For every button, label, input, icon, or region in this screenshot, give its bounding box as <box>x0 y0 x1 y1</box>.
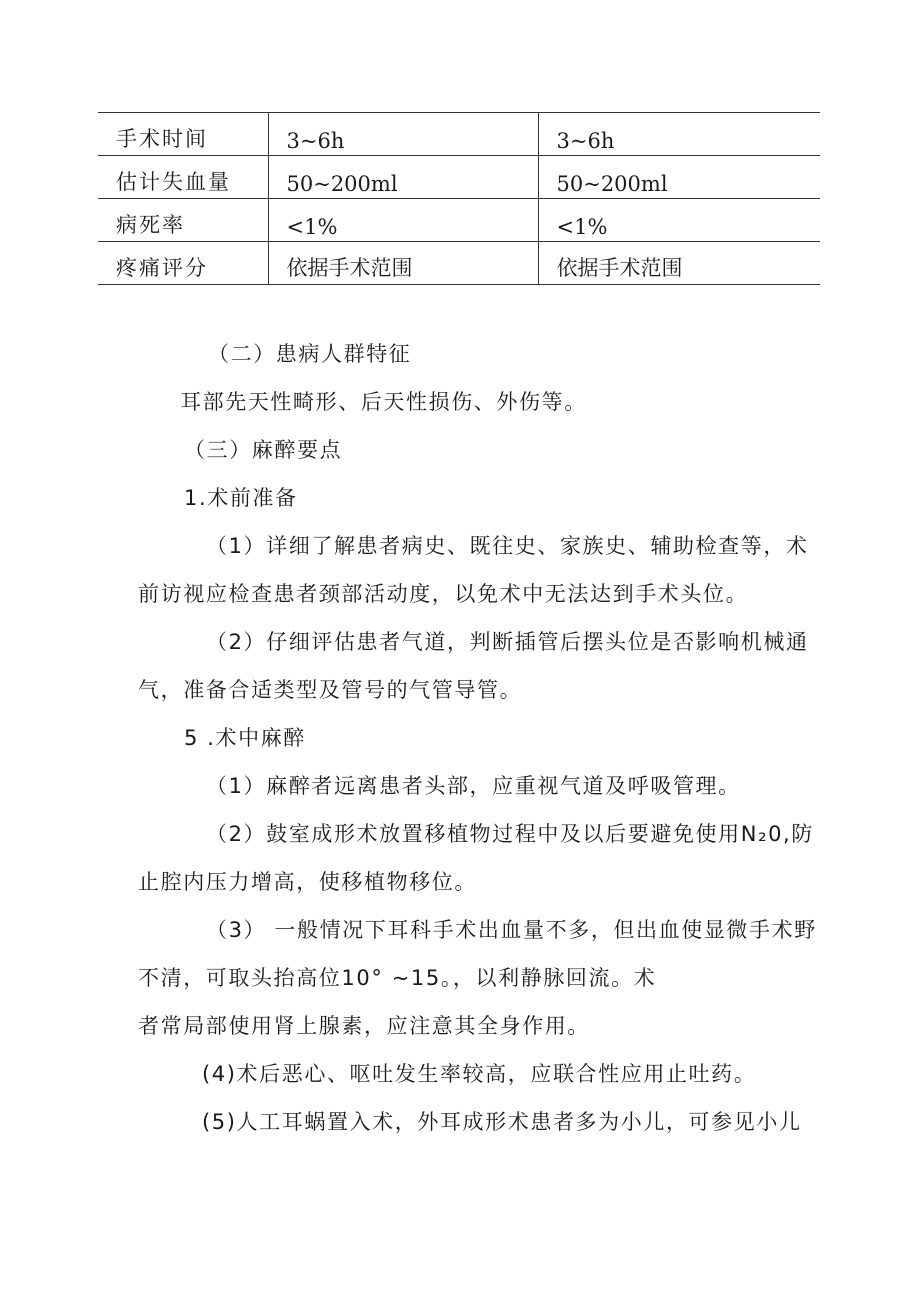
paragraph: (4)术后恶心、呕吐发生率较高，应联合性应用止吐药。 <box>202 1062 757 1086</box>
table-cell: 估计失血量 <box>98 156 268 199</box>
paragraph: 前访视应检查患者颈部活动度，以免术中无法达到手术头位。 <box>138 582 749 606</box>
paragraph: （1）麻醉者远离患者头部，应重视气道及呼吸管理。 <box>206 774 741 798</box>
table-cell: 病死率 <box>98 199 268 242</box>
table-row <box>98 156 820 199</box>
paragraph: 气，准备合适类型及管号的气管导管。 <box>138 678 523 702</box>
paragraph: （2）鼓室成形术放置移植物过程中及以后要避免使用N₂0,防 <box>206 822 814 846</box>
paragraph: 者常局部使用肾上腺素，应注意其全身作用。 <box>138 1014 590 1038</box>
table-cell: 3~6h <box>268 113 538 156</box>
surgery-info-table <box>98 112 820 285</box>
table-cell: 依据手术范围 <box>538 242 820 285</box>
paragraph: （1）详细了解患者病史、既往史、家族史、辅助检查等，术 <box>206 534 809 558</box>
table-cell: 50~200ml <box>268 156 538 199</box>
paragraph: （2）仔细评估患者气道，判断插管后摆头位是否影响机械通 <box>206 630 809 654</box>
table-row <box>98 242 820 285</box>
table-cell: 手术时间 <box>98 113 268 156</box>
subheading-preop: 1.术前准备 <box>184 486 298 510</box>
table-cell: 疼痛评分 <box>98 242 268 285</box>
table-cell: 50~200ml <box>538 156 820 199</box>
table-cell: 依据手术范围 <box>268 242 538 285</box>
table-row <box>98 199 820 242</box>
subheading-intraop: 5 .术中麻醉 <box>184 726 306 750</box>
table-row <box>98 113 820 156</box>
table-cell: <1% <box>538 199 820 242</box>
paragraph: （3） 一般情况下耳科手术出血量不多，但出血使显微手术野 <box>206 918 817 942</box>
table-cell: <1% <box>268 199 538 242</box>
paragraph: (5)人工耳蜗置入术，外耳成形术患者多为小儿，可参见小儿 <box>202 1110 802 1134</box>
table-cell: 3~6h <box>538 113 820 156</box>
paragraph: 不清，可取头抬高位10° ~15。，以利静脉回流。术 <box>138 966 657 990</box>
section-heading-anesthesia-points: （三）麻醉要点 <box>184 438 343 462</box>
section-heading-patient-population: （二）患病人群特征 <box>208 342 412 366</box>
paragraph: 耳部先天性畸形、后天性损伤、外伤等。 <box>180 390 587 414</box>
paragraph: 止腔内压力增高，使移植物移位。 <box>138 870 477 894</box>
